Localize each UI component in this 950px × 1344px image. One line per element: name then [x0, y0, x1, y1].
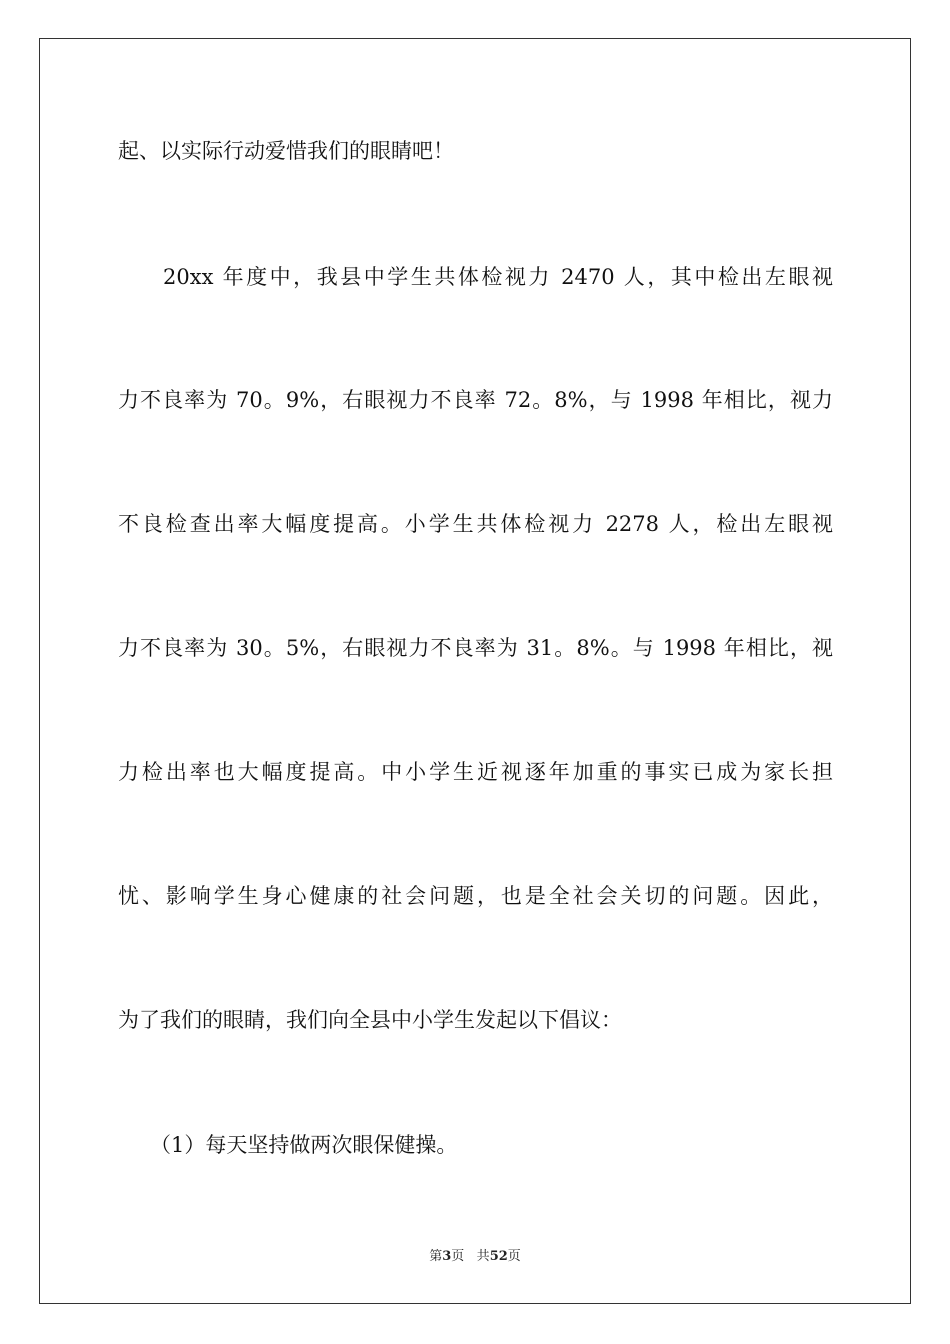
- page-border: [39, 38, 911, 1304]
- text-line-8: 为了我们的眼睛，我们向全县中小学生发起以下倡议：: [118, 1008, 622, 1032]
- text-line-3: 力不良率为 70。9%，右眼视力不良率 72。8%，与 1998 年相比，视力: [118, 388, 833, 412]
- total-prefix: 共: [476, 1249, 490, 1264]
- total-pages: 52: [489, 1249, 508, 1264]
- list-item-1: （1）每天坚持做两次眼保健操。: [150, 1133, 458, 1157]
- page-number: 3: [442, 1249, 452, 1264]
- text-line-6: 力检出率也大幅度提高。中小学生近视逐年加重的事实已成为家长担: [118, 760, 833, 784]
- text-line-2: 20xx 年度中，我县中学生共体检视力 2470 人，其中检出左眼视: [163, 265, 833, 289]
- page-suffix: 页: [451, 1249, 465, 1264]
- text-line-5: 力不良率为 30。5%，右眼视力不良率为 31。8%。与 1998 年相比，视: [118, 636, 833, 660]
- text-line-1: 起、以实际行动爱惜我们的眼睛吧！: [118, 139, 454, 163]
- page-prefix: 第: [429, 1249, 443, 1264]
- total-suffix: 页: [507, 1249, 521, 1264]
- page-footer: [0, 1248, 950, 1266]
- text-line-4: 不良检查出率大幅度提高。小学生共体检视力 2278 人，检出左眼视: [118, 512, 833, 536]
- text-line-7: 忧、影响学生身心健康的社会问题，也是全社会关切的问题。因此，: [118, 884, 833, 908]
